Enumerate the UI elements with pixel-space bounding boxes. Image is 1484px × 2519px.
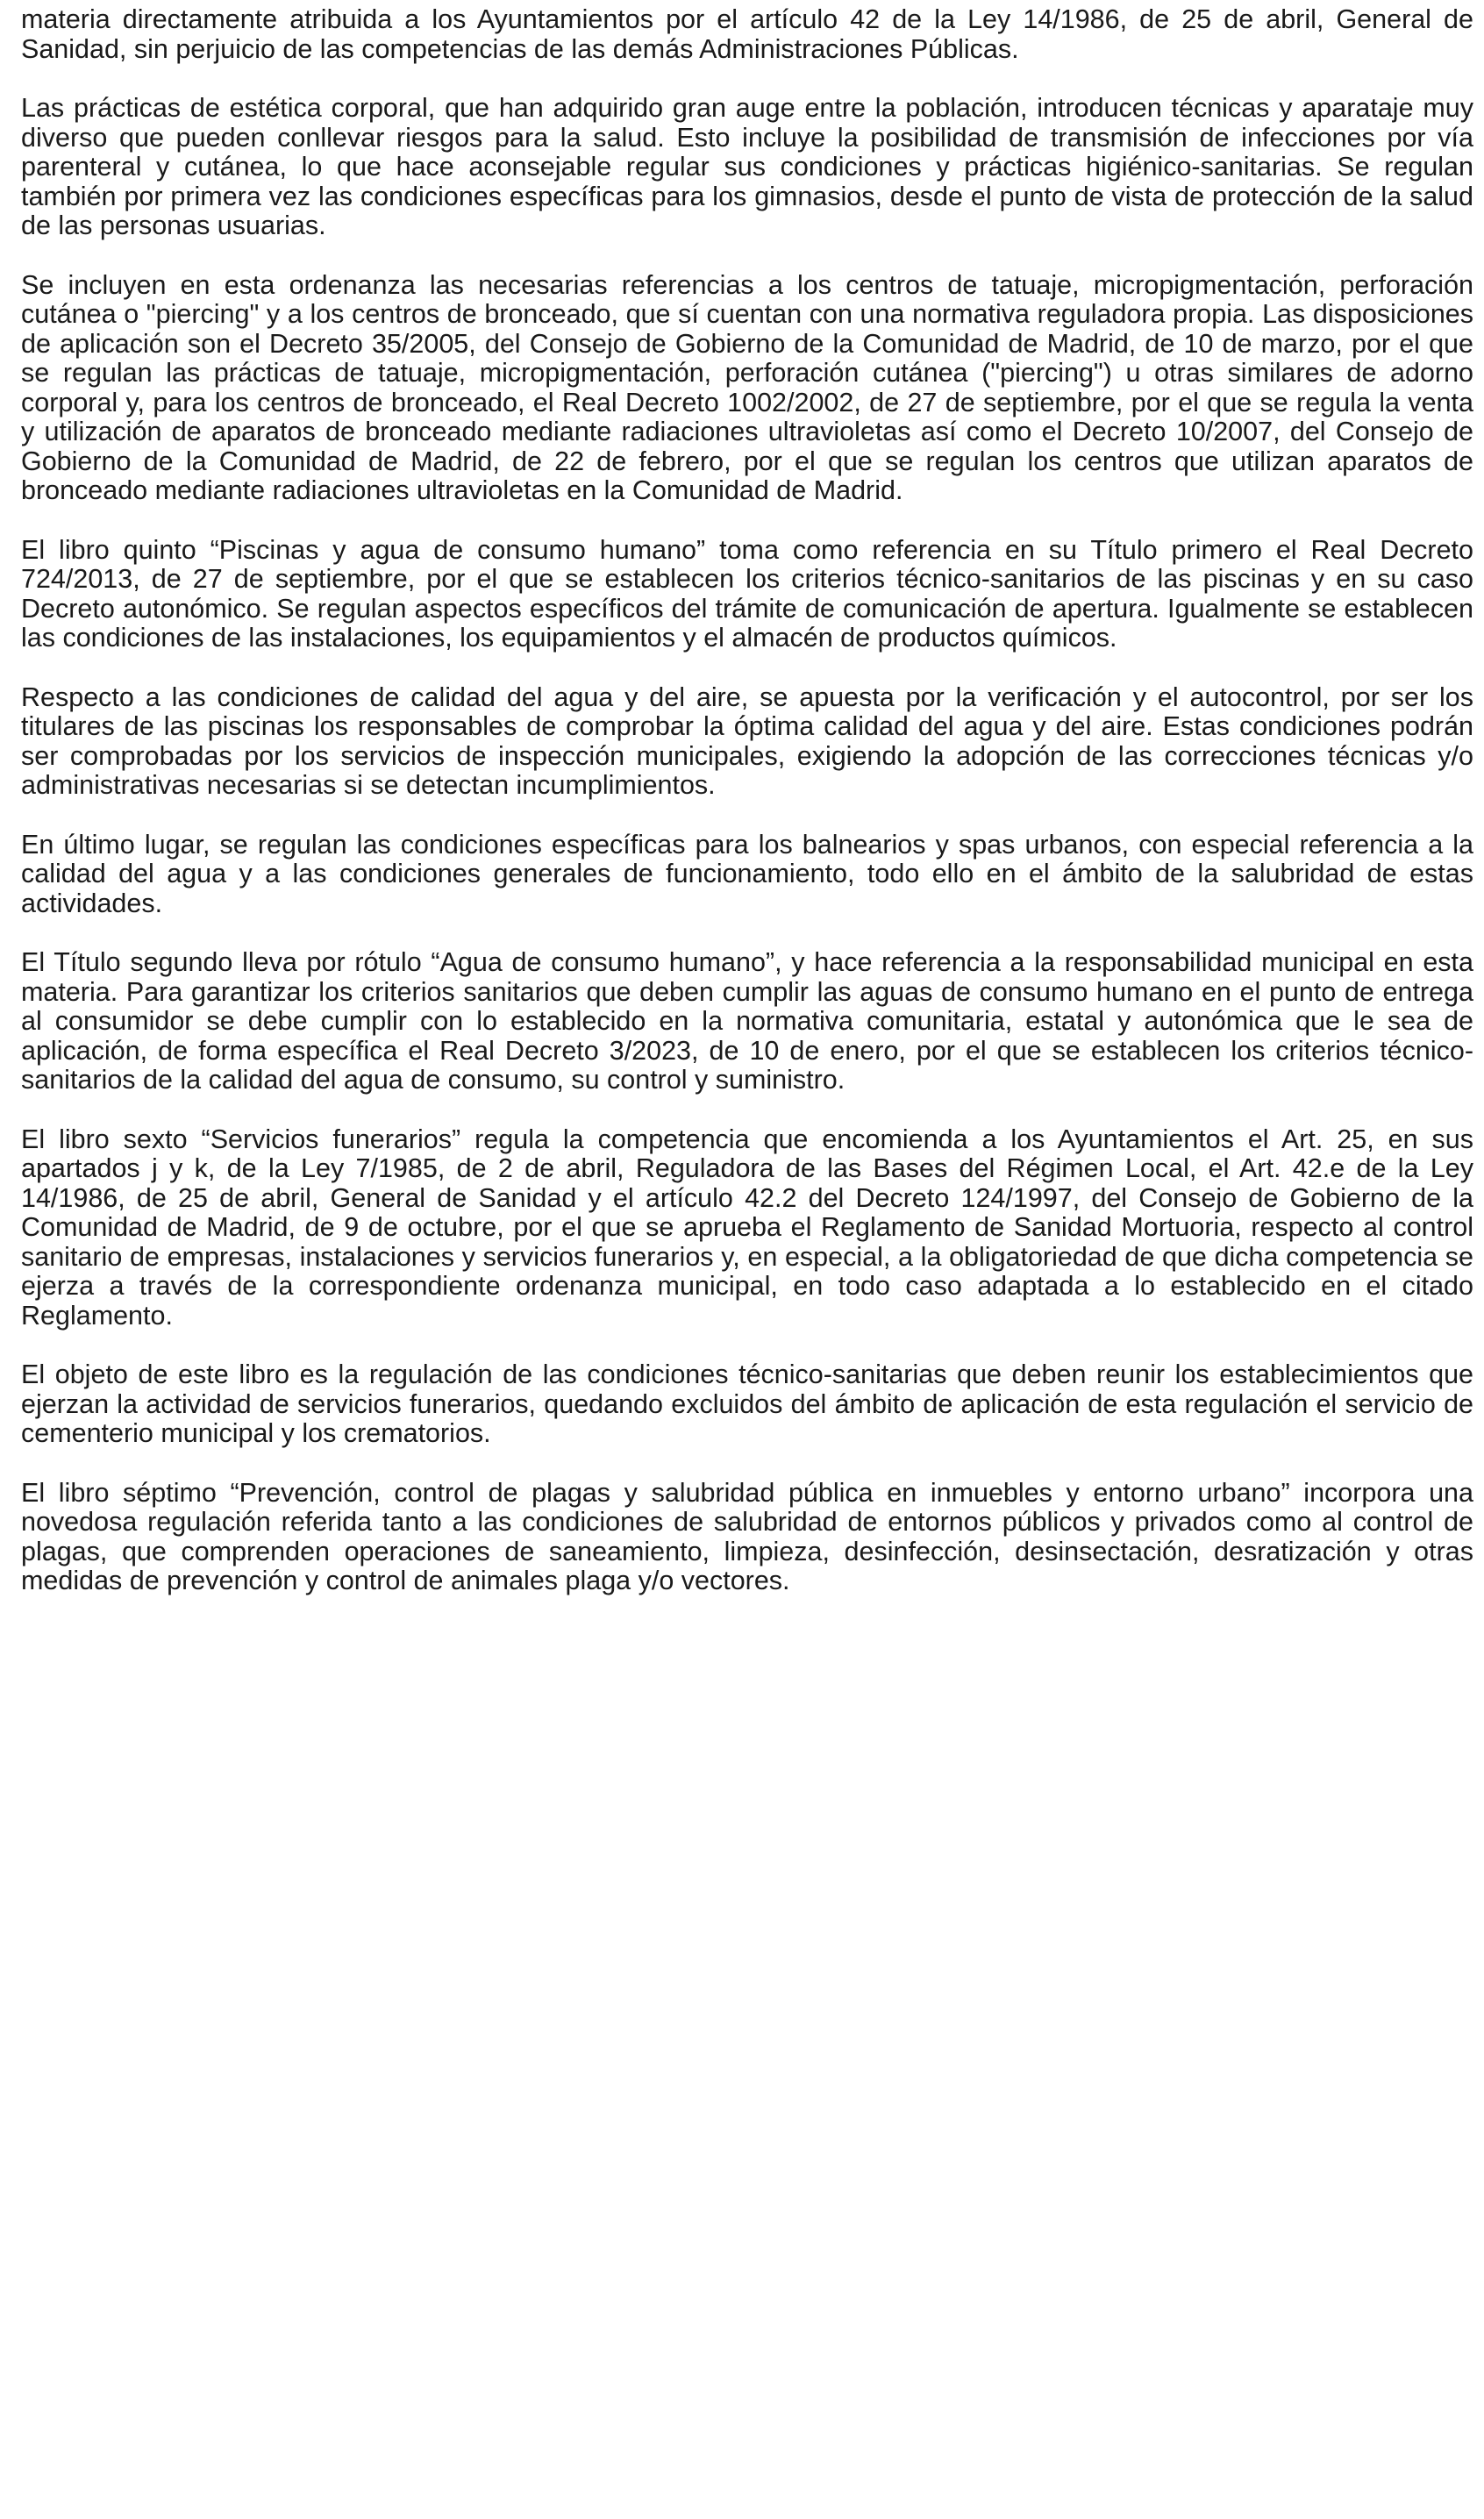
paragraph-balnearios-spas: En último lugar, se regulan las condiciones específicas para los balnearios y spas urbanos, con especial referencia a la calidad del agua y a las condiciones generales de funcionamiento, todo ello en el ámbito de la salubridad de estas actividades.	[21, 829, 1473, 918]
paragraph-objeto-libro: El objeto de este libro es la regulación de las condiciones técnico-sanitarias que deben reunir los establecimientos que ejerzan la actividad de servicios funerarios, quedando excluidos del ámbito de aplicación de esta regulación el servicio de cementerio municipal y los crematorios.	[21, 1359, 1473, 1448]
document-page	[21, 0, 1473, 1626]
paragraph-estetica-corporal: Las prácticas de estética corporal, que han adquirido gran auge entre la población, introducen técnicas y aparataje muy diverso que pueden conllevar riesgos para la salud. Esto incluye la posibilidad de transmisión de infecciones por vía parenteral y cutánea, lo que hace aconsejable regular sus condiciones y prácticas higiénico-sanitarias. Se regulan también por primera vez las condiciones específicas para los gimnasios, desde el punto de vista de protección de la salud de las personas usuarias.	[21, 93, 1473, 240]
paragraph-libro-sexto-funerarios: El libro sexto “Servicios funerarios” regula la competencia que encomienda a los Ayuntamientos el Art. 25, en sus apartados j y k, de la Ley 7/1985, de 2 de abril, Reguladora de las Bases del Régimen Local, el Art. 42.e de la Ley 14/1986, de 25 de abril, General de Sanidad y el artículo 42.2 del Decreto 124/1997, del Consejo de Gobierno de la Comunidad de Madrid, de 9 de octubre, por el que se aprueba el Reglamento de Sanidad Mortuoria, respecto al control sanitario de empresas, instalaciones y servicios funerarios y, en especial, a la obligatoriedad de que dicha competencia se ejerza a través de la correspondiente ordenanza municipal, en todo caso adaptada a lo establecido en el citado Reglamento.	[21, 1124, 1473, 1331]
paragraph-libro-quinto-piscinas: El libro quinto “Piscinas y agua de consumo humano” toma como referencia en su Título primero el Real Decreto 724/2013, de 27 de septiembre, por el que se establecen los criterios técnico-sanitarios de las piscinas y en su caso Decreto autonómico. Se regulan aspectos específicos del trámite de comunicación de apertura. Igualmente se establecen las condiciones de las instalaciones, los equipamientos y el almacén de productos químicos.	[21, 534, 1473, 653]
paragraph-tatuaje-bronceado: Se incluyen en esta ordenanza las necesarias referencias a los centros de tatuaje, micropigmentación, perforación cutánea o "piercing" y a los centros de bronceado, que sí cuentan con una normativa reguladora propia. Las disposiciones de aplicación son el Decreto 35/2005, del Consejo de Gobierno de la Comunidad de Madrid, de 10 de marzo, por el que se regulan las prácticas de tatuaje, micropigmentación, perforación cutánea ("piercing") u otras similares de adorno corporal y, para los centros de bronceado, el Real Decreto 1002/2002, de 27 de septiembre, por el que se regula la venta y utilización de aparatos de bronceado mediante radiaciones ultravioletas así como el Decreto 10/2007, del Consejo de Gobierno de la Comunidad de Madrid, de 22 de febrero, por el que se regulan los centros que utilizan aparatos de bronceado mediante radiaciones ultravioletas en la Comunidad de Madrid.	[21, 269, 1473, 505]
paragraph-calidad-agua-aire: Respecto a las condiciones de calidad del agua y del aire, se apuesta por la verificación y el autocontrol, por ser los titulares de las piscinas los responsables de comprobar la óptima calidad del agua y del aire. Estas condiciones podrán ser comprobadas por los servicios de inspección municipales, exigiendo la adopción de las correcciones técnicas y/o administrativas necesarias si se detectan incumplimientos.	[21, 681, 1473, 800]
paragraph-titulo-segundo-agua: El Título segundo lleva por rótulo “Agua de consumo humano”, y hace referencia a la responsabilidad municipal en esta materia. Para garantizar los criterios sanitarios que deben cumplir las aguas de consumo humano en el punto de entrega al consumidor se debe cumplir con lo establecido en la normativa comunitaria, estatal y autonómica que le sea de aplicación, de forma específica el Real Decreto 3/2023, de 10 de enero, por el que se establecen los criterios técnico-sanitarios de la calidad del agua de consumo, su control y suministro.	[21, 947, 1473, 1095]
paragraph-libro-septimo-plagas: El libro séptimo “Prevención, control de plagas y salubridad pública en inmuebles y entorno urbano” incorpora una novedosa regulación referida tanto a las condiciones de salubridad de entornos públicos y privados como al control de plagas, que comprenden operaciones de saneamiento, limpieza, desinfección, desinsectación, desratización y otras medidas de prevención y control de animales plaga y/o vectores.	[21, 1477, 1473, 1595]
paragraph-competencias-ayuntamientos: materia directamente atribuida a los Ayuntamientos por el artículo 42 de la Ley 14/1986, de 25 de abril, General de Sanidad, sin perjuicio de las competencias de las demás Administraciones Públicas.	[21, 4, 1473, 64]
